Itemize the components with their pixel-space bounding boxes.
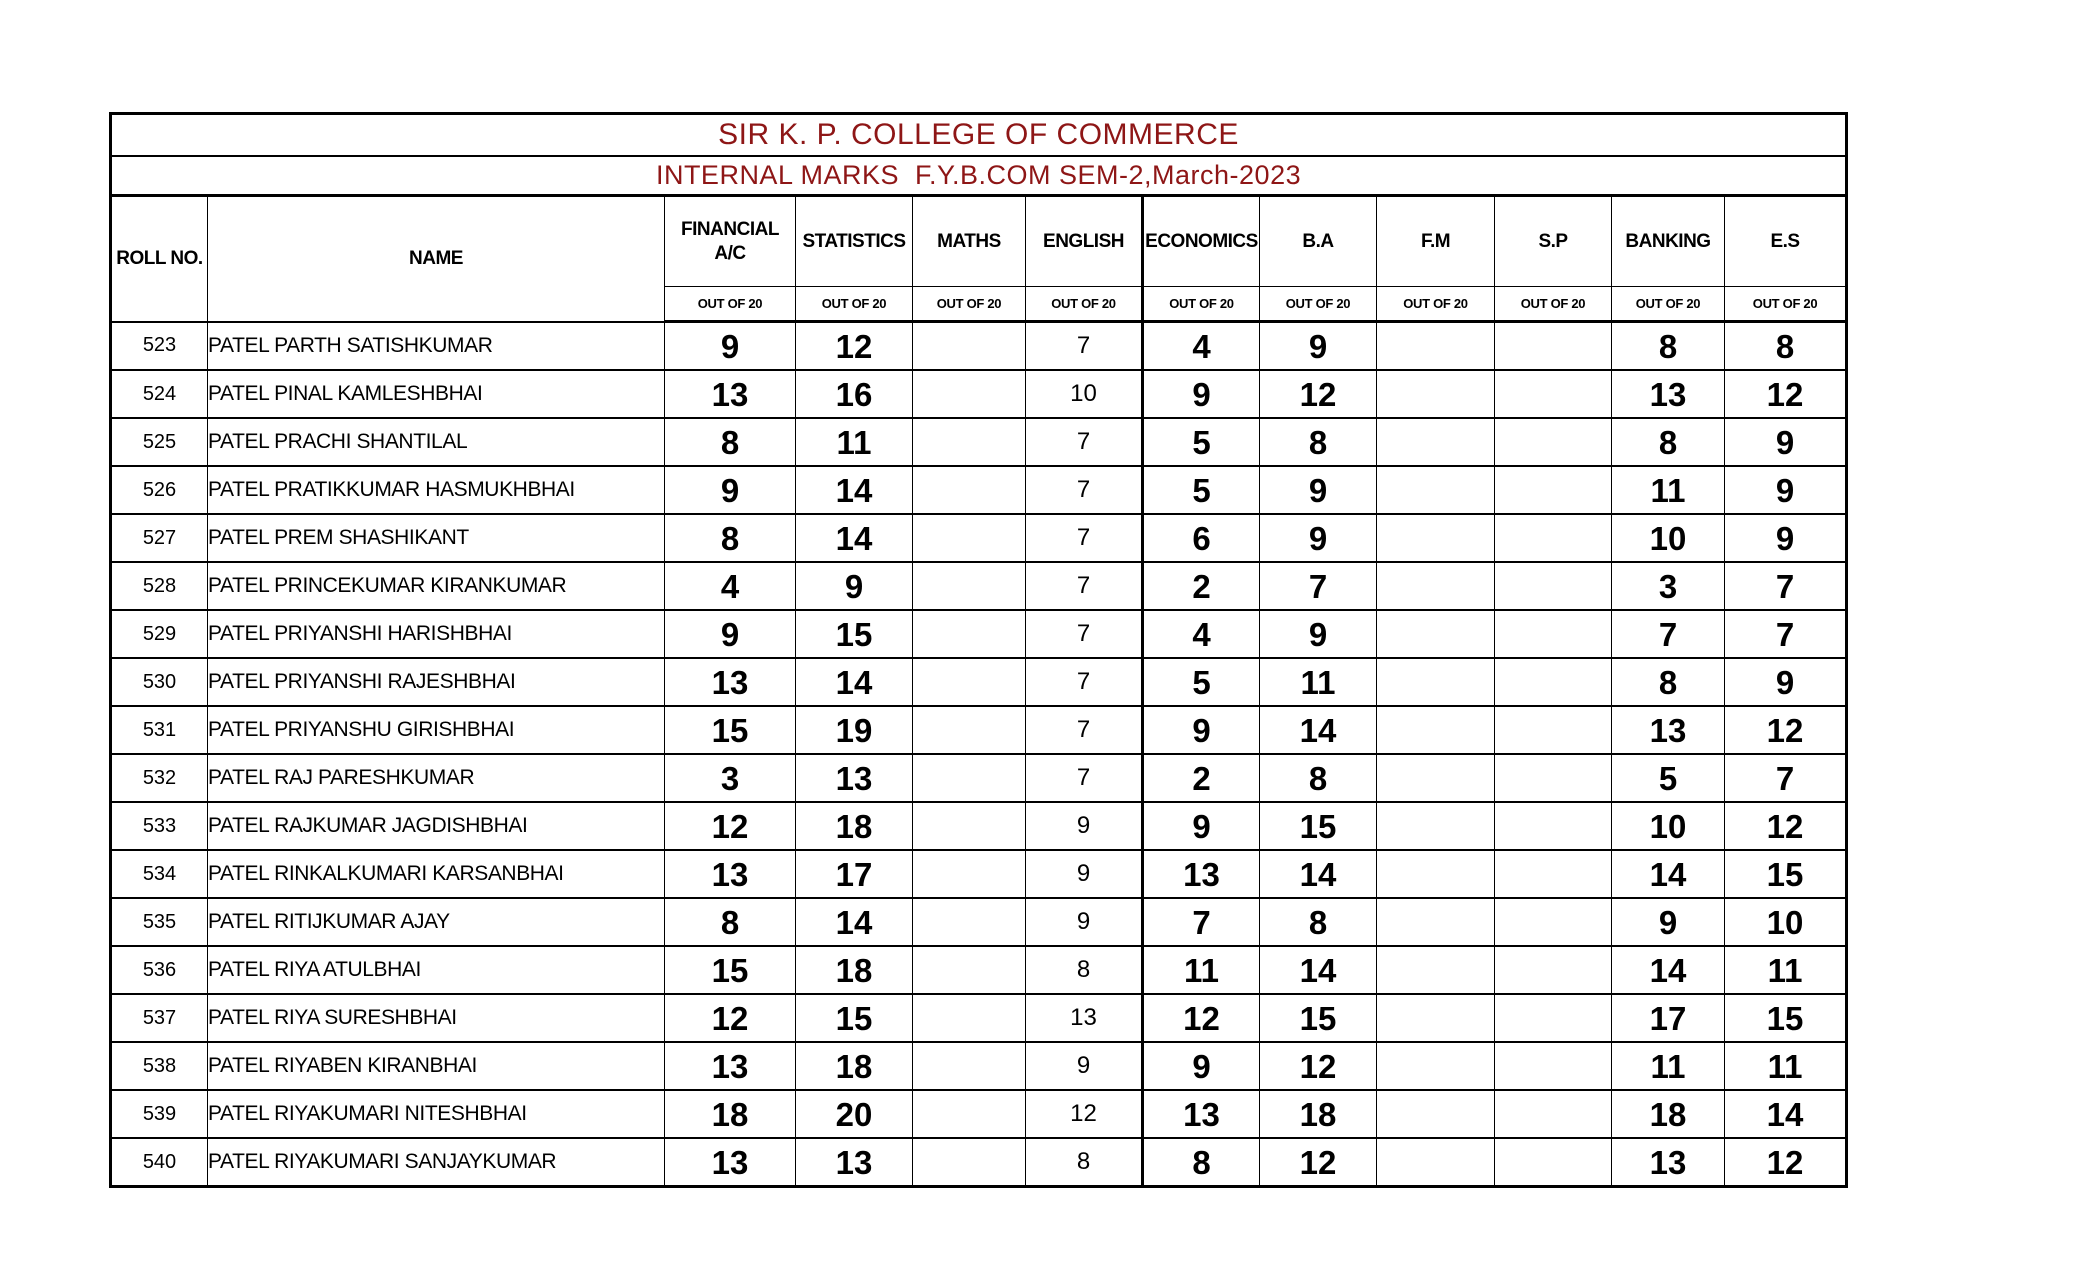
name-cell: PATEL PRINCEKUMAR KIRANKUMAR	[208, 562, 665, 610]
mark-cell	[1377, 562, 1495, 610]
student-row	[111, 322, 1847, 371]
roll-cell: 530	[111, 658, 208, 706]
roll-cell: 523	[111, 322, 208, 371]
name-cell: PATEL RITIJKUMAR AJAY	[208, 898, 665, 946]
mark-cell: 13	[1143, 850, 1260, 898]
mark-cell	[1377, 850, 1495, 898]
mark-cell	[1377, 370, 1495, 418]
mark-cell: 18	[1612, 1090, 1725, 1138]
mark-cell: 3	[1612, 562, 1725, 610]
mark-cell: 13	[665, 658, 796, 706]
mark-cell: 7	[1026, 466, 1143, 514]
mark-cell	[1495, 994, 1612, 1042]
mark-cell: 12	[1725, 802, 1847, 850]
college-title: SIR K. P. COLLEGE OF COMMERCE	[111, 114, 1847, 157]
mark-cell: 8	[1026, 946, 1143, 994]
mark-cell: 15	[1725, 850, 1847, 898]
out-of-20-label: OUT OF 20	[796, 287, 913, 322]
mark-cell	[1377, 994, 1495, 1042]
column-header-es: E.S	[1725, 196, 1847, 287]
mark-cell: 14	[796, 898, 913, 946]
student-row	[111, 658, 1847, 706]
column-header-sp: S.P	[1495, 196, 1612, 287]
mark-cell	[913, 514, 1026, 562]
mark-cell: 11	[1725, 1042, 1847, 1090]
mark-cell: 9	[1143, 370, 1260, 418]
mark-cell: 19	[796, 706, 913, 754]
mark-cell	[913, 994, 1026, 1042]
college-title-row	[111, 114, 1847, 157]
mark-cell: 13	[796, 1138, 913, 1187]
mark-cell: 11	[1143, 946, 1260, 994]
mark-cell: 12	[1260, 1138, 1377, 1187]
mark-cell: 13	[1143, 1090, 1260, 1138]
mark-cell: 7	[1026, 706, 1143, 754]
mark-cell	[1377, 322, 1495, 371]
mark-cell: 14	[796, 658, 913, 706]
mark-cell	[913, 1090, 1026, 1138]
student-row	[111, 802, 1847, 850]
mark-cell: 9	[1260, 322, 1377, 371]
mark-cell: 15	[1725, 994, 1847, 1042]
out-of-20-label: OUT OF 20	[1725, 287, 1847, 322]
mark-cell	[1377, 466, 1495, 514]
mark-cell: 12	[1260, 1042, 1377, 1090]
out-of-20-label: OUT OF 20	[1143, 287, 1260, 322]
column-header-financial-ac: FINANCIAL A/C	[665, 196, 796, 287]
mark-cell: 13	[1612, 1138, 1725, 1187]
mark-cell: 17	[796, 850, 913, 898]
mark-cell: 11	[1612, 466, 1725, 514]
roll-cell: 535	[111, 898, 208, 946]
session-title-row	[111, 156, 1847, 196]
mark-cell	[1495, 610, 1612, 658]
student-row	[111, 370, 1847, 418]
mark-cell	[913, 658, 1026, 706]
mark-cell: 14	[1612, 946, 1725, 994]
mark-cell	[913, 562, 1026, 610]
mark-cell: 5	[1612, 754, 1725, 802]
student-row	[111, 514, 1847, 562]
roll-cell: 536	[111, 946, 208, 994]
mark-cell: 8	[665, 898, 796, 946]
roll-cell: 525	[111, 418, 208, 466]
mark-cell: 13	[796, 754, 913, 802]
mark-cell: 14	[1612, 850, 1725, 898]
mark-cell: 7	[1612, 610, 1725, 658]
roll-cell: 527	[111, 514, 208, 562]
mark-cell	[1495, 946, 1612, 994]
mark-cell: 8	[1612, 418, 1725, 466]
mark-cell: 12	[796, 322, 913, 371]
student-row	[111, 1138, 1847, 1187]
mark-cell: 9	[1260, 610, 1377, 658]
student-row	[111, 1090, 1847, 1138]
roll-cell: 532	[111, 754, 208, 802]
name-cell: PATEL RIYA SURESHBHAI	[208, 994, 665, 1042]
mark-cell: 4	[665, 562, 796, 610]
mark-cell: 7	[1026, 418, 1143, 466]
mark-cell	[1377, 898, 1495, 946]
mark-cell: 9	[1612, 898, 1725, 946]
student-row	[111, 466, 1847, 514]
mark-cell: 6	[1143, 514, 1260, 562]
column-header-statistics: STATISTICS	[796, 196, 913, 287]
name-cell: PATEL RIYA ATULBHAI	[208, 946, 665, 994]
mark-cell	[913, 706, 1026, 754]
mark-cell: 15	[665, 706, 796, 754]
mark-cell: 18	[796, 1042, 913, 1090]
mark-cell: 9	[1143, 1042, 1260, 1090]
mark-cell: 13	[665, 850, 796, 898]
name-cell: PATEL PARTH SATISHKUMAR	[208, 322, 665, 371]
mark-cell	[1495, 1138, 1612, 1187]
out-of-20-label: OUT OF 20	[1495, 287, 1612, 322]
mark-cell	[1495, 562, 1612, 610]
mark-cell	[913, 802, 1026, 850]
mark-cell: 4	[1143, 610, 1260, 658]
mark-cell: 7	[1026, 322, 1143, 371]
mark-cell: 9	[1026, 898, 1143, 946]
mark-cell	[913, 370, 1026, 418]
mark-cell: 9	[1725, 418, 1847, 466]
mark-cell	[1377, 514, 1495, 562]
mark-cell	[1377, 946, 1495, 994]
mark-cell: 11	[796, 418, 913, 466]
mark-cell: 7	[1026, 562, 1143, 610]
mark-cell: 8	[1612, 322, 1725, 371]
column-header-row	[111, 196, 1847, 287]
mark-cell: 12	[1725, 706, 1847, 754]
mark-cell: 10	[1725, 898, 1847, 946]
column-header-banking: BANKING	[1612, 196, 1725, 287]
student-row	[111, 754, 1847, 802]
mark-cell	[913, 850, 1026, 898]
mark-cell: 15	[796, 610, 913, 658]
mark-cell	[1495, 514, 1612, 562]
mark-cell	[1495, 370, 1612, 418]
mark-cell: 5	[1143, 466, 1260, 514]
name-cell: PATEL RAJ PARESHKUMAR	[208, 754, 665, 802]
out-of-20-label: OUT OF 20	[1377, 287, 1495, 322]
mark-cell: 7	[1026, 610, 1143, 658]
mark-cell: 5	[1143, 658, 1260, 706]
mark-cell: 4	[1143, 322, 1260, 371]
mark-cell: 12	[1026, 1090, 1143, 1138]
mark-cell	[1495, 898, 1612, 946]
mark-cell: 9	[1026, 802, 1143, 850]
mark-cell	[913, 754, 1026, 802]
mark-cell: 14	[1260, 850, 1377, 898]
name-cell: PATEL RINKALKUMARI KARSANBHAI	[208, 850, 665, 898]
mark-cell: 14	[1260, 946, 1377, 994]
mark-cell: 9	[1026, 1042, 1143, 1090]
mark-cell: 9	[1725, 466, 1847, 514]
roll-cell: 526	[111, 466, 208, 514]
student-row	[111, 898, 1847, 946]
name-cell: PATEL PRATIKKUMAR HASMUKHBHAI	[208, 466, 665, 514]
roll-cell: 533	[111, 802, 208, 850]
mark-cell: 11	[1612, 1042, 1725, 1090]
mark-cell	[913, 466, 1026, 514]
mark-cell: 7	[1026, 514, 1143, 562]
mark-cell	[1495, 1042, 1612, 1090]
out-of-20-label: OUT OF 20	[913, 287, 1026, 322]
mark-cell: 7	[1026, 658, 1143, 706]
session-title: INTERNAL MARKS F.Y.B.COM SEM-2,March-2023	[111, 156, 1847, 196]
mark-cell: 9	[796, 562, 913, 610]
mark-cell: 9	[1725, 658, 1847, 706]
mark-cell: 9	[1026, 850, 1143, 898]
mark-cell: 7	[1725, 754, 1847, 802]
mark-cell	[1377, 1090, 1495, 1138]
mark-cell: 18	[796, 946, 913, 994]
mark-cell	[913, 946, 1026, 994]
mark-cell	[1495, 322, 1612, 371]
column-header-economics: ECONOMICS	[1143, 196, 1260, 287]
mark-cell: 9	[665, 322, 796, 371]
mark-cell: 12	[1725, 370, 1847, 418]
mark-cell: 9	[1725, 514, 1847, 562]
student-row	[111, 562, 1847, 610]
mark-cell: 14	[1725, 1090, 1847, 1138]
roll-cell: 540	[111, 1138, 208, 1187]
student-row	[111, 706, 1847, 754]
mark-cell	[913, 418, 1026, 466]
mark-cell	[913, 610, 1026, 658]
mark-cell: 8	[1612, 658, 1725, 706]
mark-cell: 2	[1143, 754, 1260, 802]
mark-cell: 10	[1026, 370, 1143, 418]
roll-cell: 524	[111, 370, 208, 418]
mark-cell: 12	[1260, 370, 1377, 418]
mark-cell: 11	[1725, 946, 1847, 994]
mark-cell: 10	[1612, 514, 1725, 562]
student-row	[111, 418, 1847, 466]
mark-cell: 13	[1026, 994, 1143, 1042]
marks-table	[109, 112, 1848, 1188]
name-cell: PATEL PRACHI SHANTILAL	[208, 418, 665, 466]
mark-cell	[1495, 754, 1612, 802]
mark-cell: 9	[1260, 514, 1377, 562]
mark-cell	[1377, 1042, 1495, 1090]
out-of-20-label: OUT OF 20	[1026, 287, 1143, 322]
mark-cell	[1495, 1090, 1612, 1138]
mark-cell: 9	[665, 466, 796, 514]
out-of-20-label: OUT OF 20	[1612, 287, 1725, 322]
mark-cell	[1495, 850, 1612, 898]
mark-cell: 7	[1143, 898, 1260, 946]
name-cell: PATEL RAJKUMAR JAGDISHBHAI	[208, 802, 665, 850]
mark-cell: 18	[796, 802, 913, 850]
name-cell: PATEL PINAL KAMLESHBHAI	[208, 370, 665, 418]
mark-cell: 13	[1612, 706, 1725, 754]
mark-cell	[913, 1138, 1026, 1187]
mark-cell: 13	[665, 1138, 796, 1187]
column-header-fm: F.M	[1377, 196, 1495, 287]
mark-cell: 14	[1260, 706, 1377, 754]
mark-cell: 5	[1143, 418, 1260, 466]
column-header-english: ENGLISH	[1026, 196, 1143, 287]
out-of-20-label: OUT OF 20	[1260, 287, 1377, 322]
mark-cell	[1377, 802, 1495, 850]
roll-cell: 528	[111, 562, 208, 610]
mark-cell: 8	[1260, 754, 1377, 802]
column-header-maths: MATHS	[913, 196, 1026, 287]
column-header-roll-no: ROLL NO.	[111, 196, 208, 322]
mark-cell: 2	[1143, 562, 1260, 610]
marks-sheet	[109, 112, 1848, 1188]
name-cell: PATEL RIYAKUMARI NITESHBHAI	[208, 1090, 665, 1138]
column-header-name: NAME	[208, 196, 665, 322]
roll-cell: 537	[111, 994, 208, 1042]
roll-cell: 531	[111, 706, 208, 754]
mark-cell: 8	[1725, 322, 1847, 371]
mark-cell: 8	[1260, 418, 1377, 466]
student-row	[111, 1042, 1847, 1090]
mark-cell: 7	[1725, 562, 1847, 610]
mark-cell: 9	[1143, 802, 1260, 850]
mark-cell: 12	[1725, 1138, 1847, 1187]
mark-cell	[1377, 418, 1495, 466]
name-cell: PATEL PRIYANSHI HARISHBHAI	[208, 610, 665, 658]
mark-cell: 18	[1260, 1090, 1377, 1138]
mark-cell: 3	[665, 754, 796, 802]
mark-cell: 9	[1143, 706, 1260, 754]
mark-cell: 15	[1260, 994, 1377, 1042]
student-row	[111, 946, 1847, 994]
mark-cell: 10	[1612, 802, 1725, 850]
mark-cell: 7	[1725, 610, 1847, 658]
name-cell: PATEL PRIYANSHI RAJESHBHAI	[208, 658, 665, 706]
mark-cell: 8	[665, 514, 796, 562]
column-header-ba: B.A	[1260, 196, 1377, 287]
mark-cell	[1377, 658, 1495, 706]
mark-cell	[1377, 754, 1495, 802]
mark-cell	[1495, 466, 1612, 514]
mark-cell: 8	[1260, 898, 1377, 946]
mark-cell: 7	[1026, 754, 1143, 802]
name-cell: PATEL PRIYANSHU GIRISHBHAI	[208, 706, 665, 754]
student-row	[111, 850, 1847, 898]
mark-cell	[1495, 802, 1612, 850]
mark-cell	[1495, 418, 1612, 466]
marks-table-body	[111, 322, 1847, 1187]
roll-cell: 539	[111, 1090, 208, 1138]
mark-cell: 14	[796, 514, 913, 562]
mark-cell: 12	[665, 802, 796, 850]
mark-cell: 9	[665, 610, 796, 658]
mark-cell	[1495, 658, 1612, 706]
mark-cell: 8	[1143, 1138, 1260, 1187]
student-row	[111, 610, 1847, 658]
mark-cell	[1495, 706, 1612, 754]
mark-cell: 13	[665, 370, 796, 418]
mark-cell: 8	[665, 418, 796, 466]
mark-cell	[1377, 706, 1495, 754]
mark-cell	[1377, 610, 1495, 658]
mark-cell: 14	[796, 466, 913, 514]
mark-cell: 8	[1026, 1138, 1143, 1187]
name-cell: PATEL PREM SHASHIKANT	[208, 514, 665, 562]
student-row	[111, 994, 1847, 1042]
mark-cell: 16	[796, 370, 913, 418]
mark-cell: 15	[1260, 802, 1377, 850]
mark-cell	[913, 1042, 1026, 1090]
roll-cell: 538	[111, 1042, 208, 1090]
out-of-20-label: OUT OF 20	[665, 287, 796, 322]
mark-cell: 18	[665, 1090, 796, 1138]
mark-cell: 9	[1260, 466, 1377, 514]
name-cell: PATEL RIYAKUMARI SANJAYKUMAR	[208, 1138, 665, 1187]
mark-cell: 13	[1612, 370, 1725, 418]
mark-cell: 12	[665, 994, 796, 1042]
mark-cell: 11	[1260, 658, 1377, 706]
roll-cell: 529	[111, 610, 208, 658]
mark-cell: 20	[796, 1090, 913, 1138]
mark-cell: 15	[796, 994, 913, 1042]
mark-cell: 7	[1260, 562, 1377, 610]
mark-cell: 13	[665, 1042, 796, 1090]
mark-cell	[913, 898, 1026, 946]
mark-cell: 17	[1612, 994, 1725, 1042]
mark-cell: 15	[665, 946, 796, 994]
mark-cell: 12	[1143, 994, 1260, 1042]
roll-cell: 534	[111, 850, 208, 898]
name-cell: PATEL RIYABEN KIRANBHAI	[208, 1042, 665, 1090]
mark-cell	[913, 322, 1026, 371]
mark-cell	[1377, 1138, 1495, 1187]
